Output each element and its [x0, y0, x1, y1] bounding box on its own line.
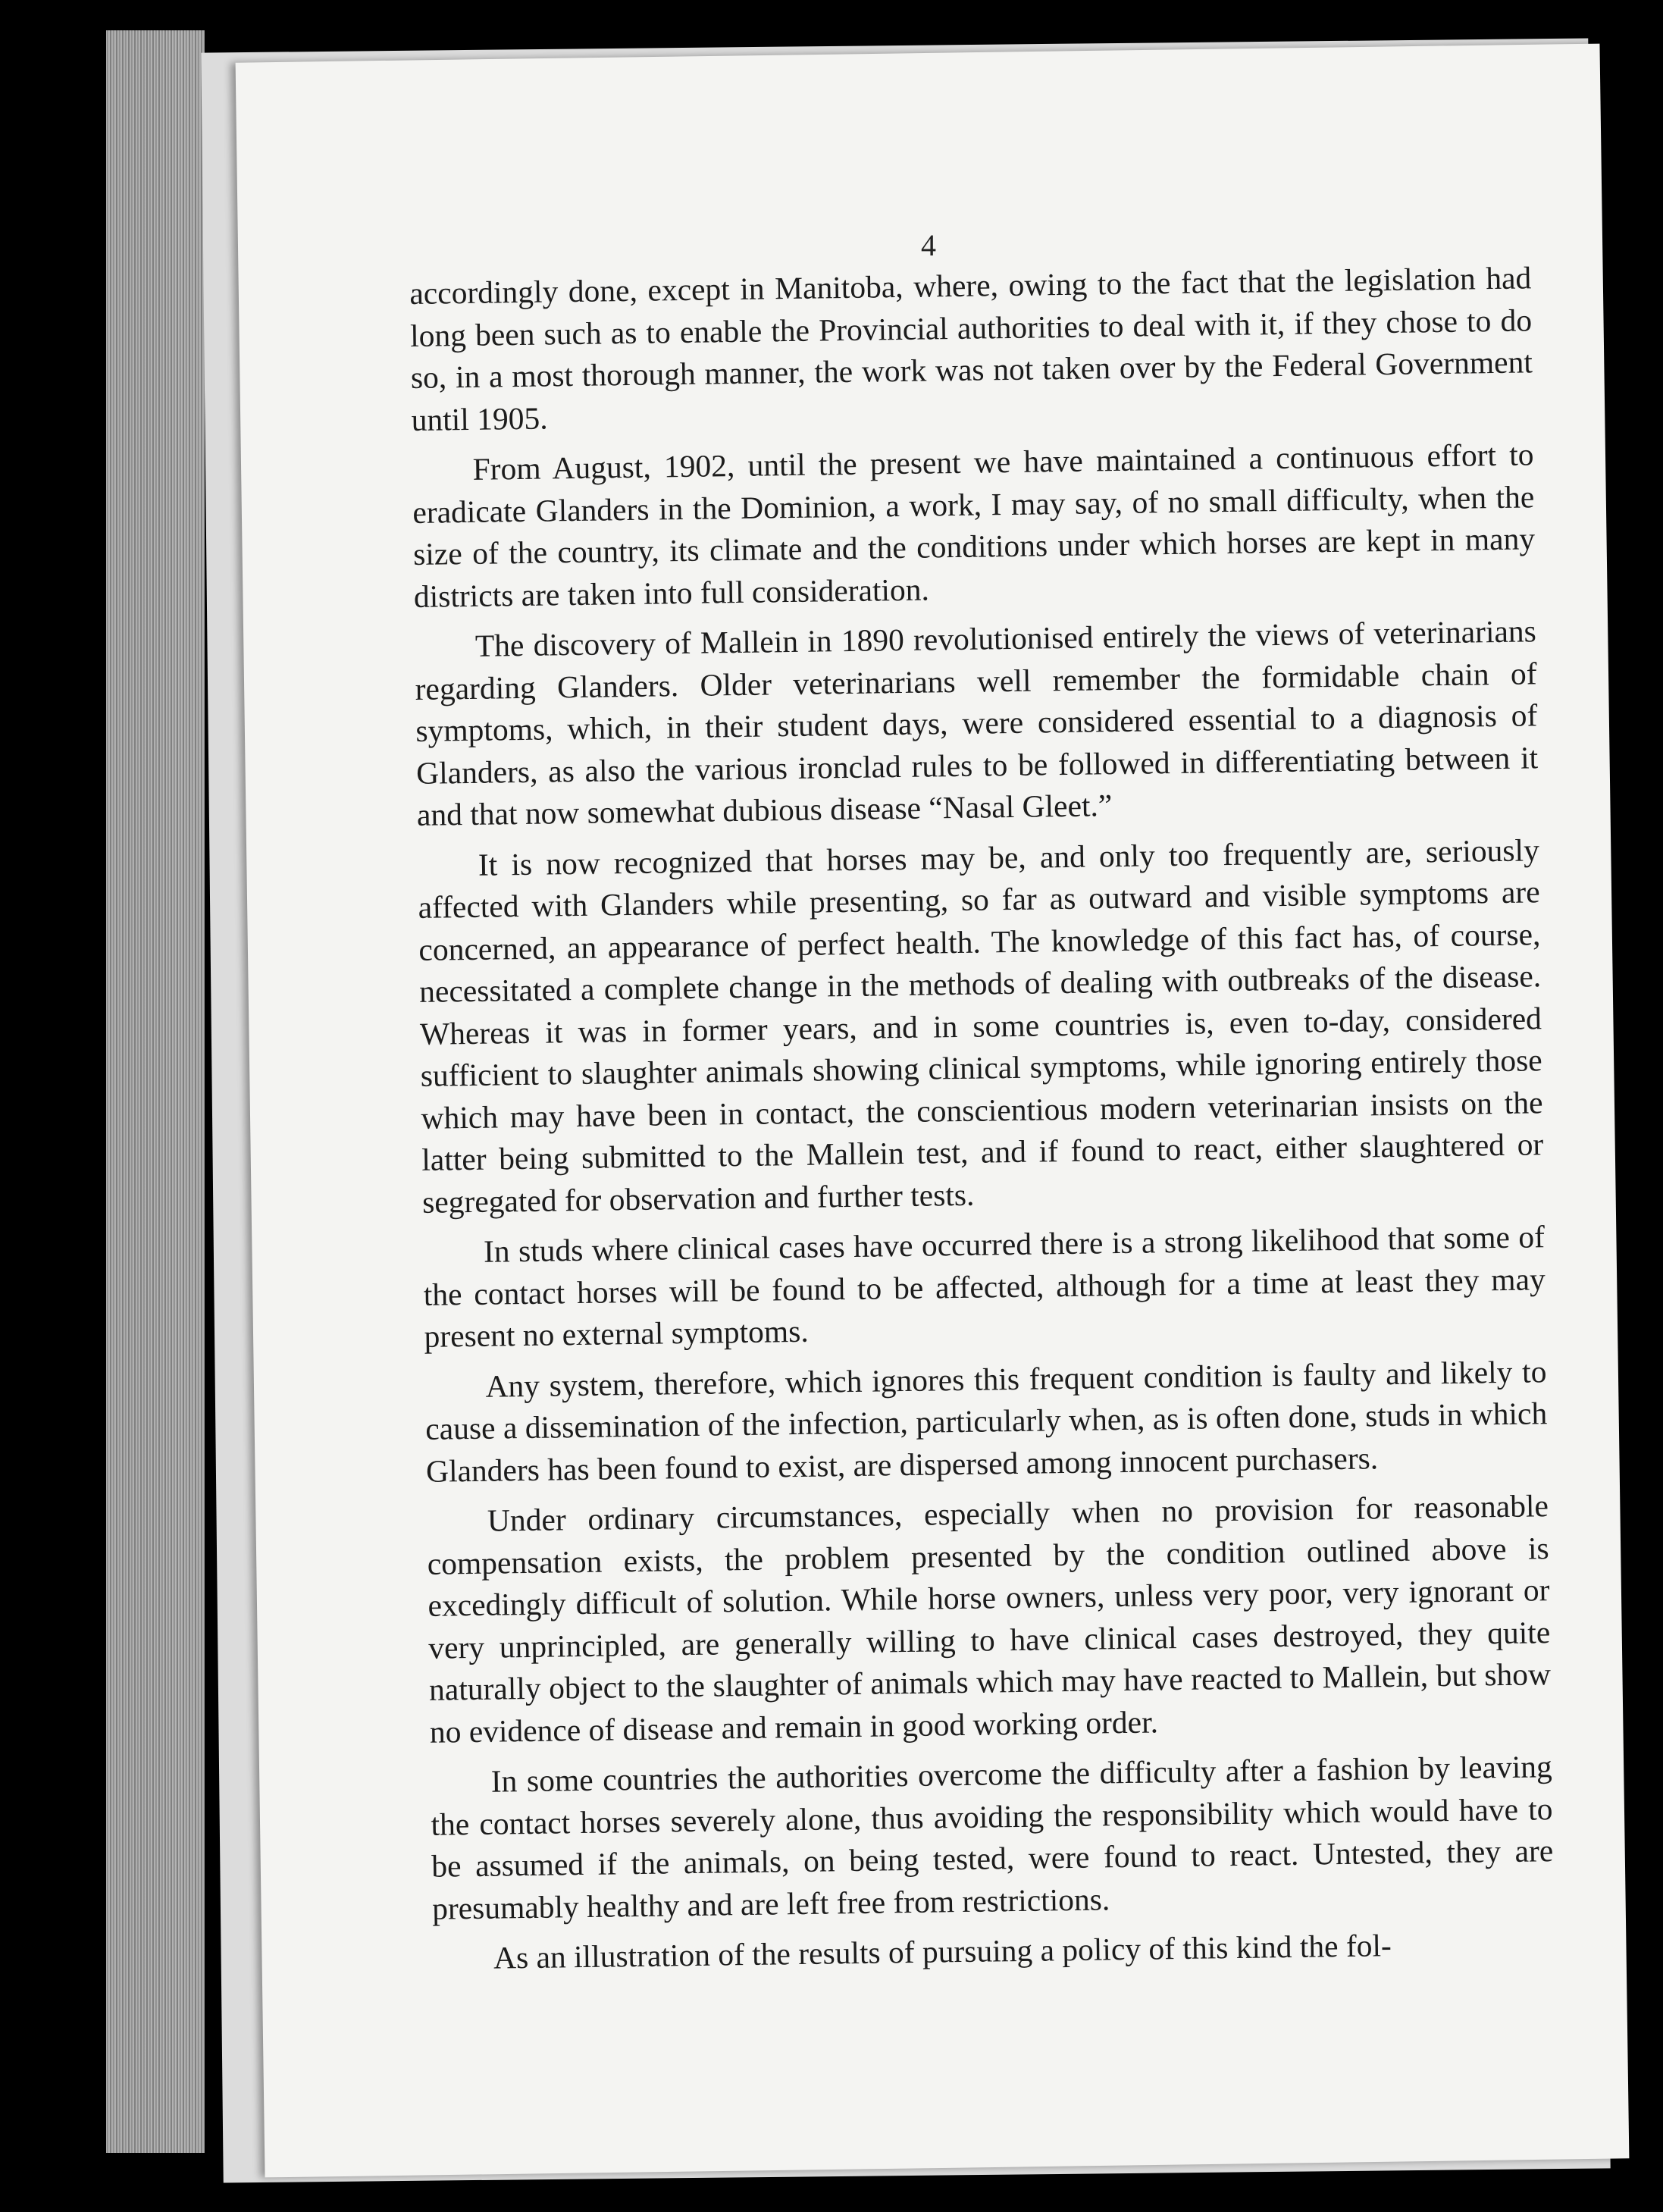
paragraph-7: Under ordinary circumstances, especially when no provision for reasonable compensation exists, the problem presented by the condition outlined above is excedingly difficult of solution. While horse owners, unless very poor, very ignorant or very unprincipled, are generally willing to have clinical cases destroyed, they quite naturally object to the slaughter of animals which may have reacted to Mallein, but show no evidence of disease and remain in good working order. — [427, 1488, 1552, 1750]
page-number: 4 — [921, 228, 936, 262]
paragraph-1: accordingly done, except in Manitoba, where, owing to the fact that the legislation had long been such as to enable the Provincial authorities to deal with it, if they chose to do so, in a most thorough manner, the work was not taken over by the Federal Government until 1905. — [409, 260, 1533, 437]
paragraph-9: As an illustration of the results of pursuing a policy of this kind the fol- — [493, 1928, 1392, 1975]
book-spine-edges — [106, 30, 205, 2153]
paragraph-4: It is now recognized that horses may be, and only too frequently are, seriously affected with Glanders while presenting, so far as outward and visible symptoms are concerned, an appearance of perfect health. The knowledge of this fact has, of course, necessitated a complete change in the methods of dealing with outbreaks of the disease. Whereas it was in former years, and in some countries is, even to-day, considered sufficient to slaughter animals showing clinical symptoms, while ignoring entirely those which may have been in contact, the conscientious modern veterinarian insists on the latter being submitted to the Mallein test, and if found to react, either slaughtered or segregated for observation and further tests. — [418, 832, 1544, 1220]
paragraph-3: The discovery of Mallein in 1890 revolutionised entirely the views of veterinarians regarding Glanders. Older veterinarians well remember the formidable chain of symptoms, which, in their student days, were considered essential to a diagnosis of Glanders, as also the various ironclad rules to be followed in differentiating between it and that now somewhat dubious disease “Nasal Gleet.” — [415, 613, 1539, 832]
paragraph-5: In studs where clinical cases have occurred there is a strong likelihood that some of the contact horses will be found to be affected, although for a time at least they may present no external symptoms. — [423, 1219, 1546, 1354]
paragraph-6: Any system, therefore, which ignores this frequent condition is faulty and likely to cause a dissemination of the infection, particularly when, as is often done, studs in which Glanders has been found to exist, are dispersed among innocent purchasers. — [424, 1353, 1548, 1489]
body-text — [409, 257, 1555, 1988]
paragraph-8: In some countries the authorities overcome the difficulty after a fashion by leaving the contact horses severely alone, thus avoiding the responsibility which would have to be assumed if the animals, on being tested, were found to react. Untested, they are presumably healthy and are left free from restrictions. — [431, 1749, 1554, 1926]
paragraph-2: From August, 1902, until the present we have maintained a continuous effort to eradicate Glanders in the Dominion, a work, I may say, of no small difficulty, when the size of the country, its climate and the conditions under which horses are kept in many districts are taken into full consideration. — [412, 437, 1536, 614]
